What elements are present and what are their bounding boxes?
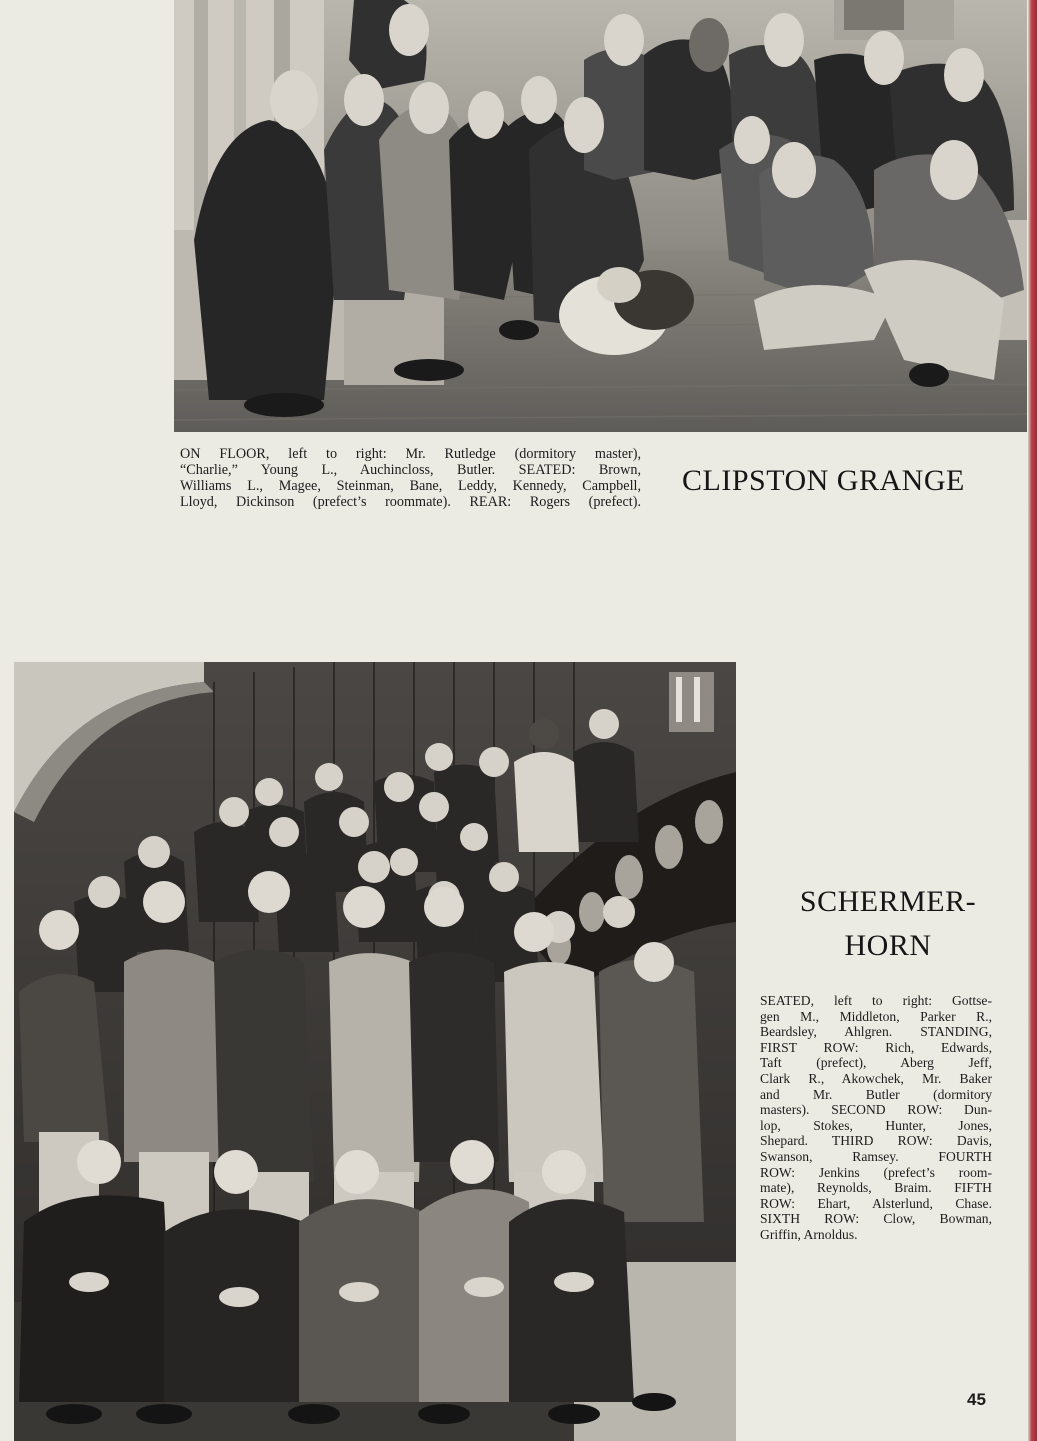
caption-line: and Mr. Butler (dormitory — [760, 1086, 992, 1102]
caption-line: SEATED, left to right: Gottse- — [760, 993, 992, 1008]
page-number: 45 — [967, 1390, 986, 1409]
title-line: SCHERMER- — [799, 885, 977, 918]
caption-line: gen M., Middleton, Parker R., — [760, 1008, 992, 1024]
schermerhorn-caption — [760, 993, 992, 1243]
caption-line: SIXTH ROW: Clow, Bowman, — [760, 1211, 992, 1227]
caption-line: ROW: Jenkins (prefect’s room- — [760, 1164, 992, 1180]
caption-line: Swanson, Ramsey. FOURTH — [760, 1148, 992, 1164]
caption-line: Taft (prefect), Aberg Jeff, — [760, 1055, 992, 1071]
caption-line: masters). SECOND ROW: Dun- — [760, 1102, 992, 1118]
caption-line: Lloyd, Dickinson (prefect’s roommate). REAR: Rogers (prefect). — [180, 494, 641, 510]
schermerhorn-group-photo — [14, 662, 736, 1441]
clipston-grange-caption — [180, 446, 641, 510]
title-line: HORN — [844, 929, 932, 962]
caption-line: Shepard. THIRD ROW: Davis, — [760, 1133, 992, 1149]
clipston-grange-title: CLIPSTON GRANGE — [682, 464, 965, 497]
schermerhorn-title — [788, 880, 988, 968]
caption-line: Clark R., Akowchek, Mr. Baker — [760, 1070, 992, 1086]
caption-line: Griffin, Arnoldus. — [760, 1226, 858, 1242]
caption-line: ROW: Ehart, Alsterlund, Chase. — [760, 1195, 992, 1211]
caption-line: Williams L., Magee, Steinman, Bane, Leddy, Kennedy, Campbell, — [180, 478, 641, 494]
page-edge-binding — [1028, 0, 1037, 1441]
caption-line: “Charlie,” Young L., Auchincloss, Butler. SEATED: Brown, — [180, 462, 641, 478]
clipston-grange-group-photo — [174, 0, 1027, 432]
caption-line: Beardsley, Ahlgren. STANDING, — [760, 1024, 992, 1040]
caption-line: FIRST ROW: Rich, Edwards, — [760, 1039, 992, 1055]
caption-line: mate), Reynolds, Braim. FIFTH — [760, 1180, 992, 1196]
caption-line: lop, Stokes, Hunter, Jones, — [760, 1117, 992, 1133]
caption-line: ON FLOOR, left to right: Mr. Rutledge (dormitory master), — [180, 446, 641, 462]
